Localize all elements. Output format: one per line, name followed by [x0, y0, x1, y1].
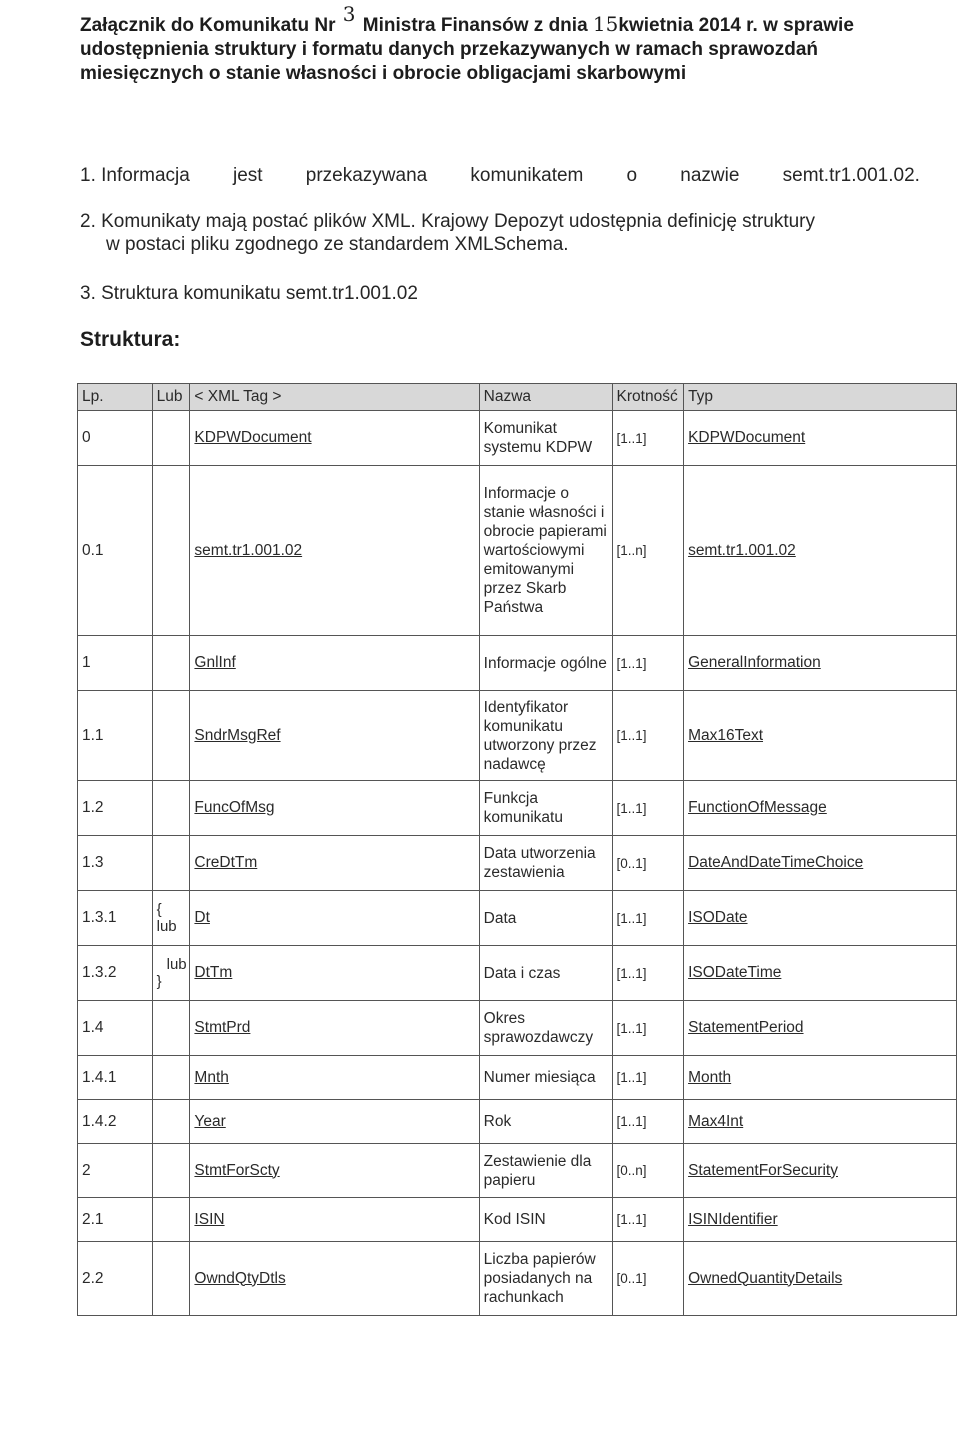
- table-row: [78, 1198, 957, 1242]
- item2-line-2: w postaci pliku zgodnego ze standardem XMLSchema.: [106, 234, 569, 255]
- xml-tag: semt.tr1.001.02: [194, 541, 303, 559]
- cell-lub: [152, 1056, 190, 1100]
- cell-typ: [684, 1242, 957, 1316]
- cell-krotnosc: [1..1]: [612, 781, 684, 836]
- cell-typ: [684, 411, 957, 466]
- cell-tag: [190, 1144, 479, 1198]
- table-row: [78, 946, 957, 1001]
- xml-tag: StmtPrd: [194, 1019, 251, 1036]
- cell-lub: [152, 891, 190, 946]
- cell-lp: 0: [78, 411, 153, 466]
- item1-word: przekazywana: [305, 165, 428, 186]
- cell-typ: [684, 636, 957, 691]
- cell-name: Data utworzenia zestawienia: [479, 836, 612, 891]
- header-lub: Lub: [152, 384, 190, 411]
- xml-tag: Dt: [194, 909, 210, 926]
- item1-word: o: [626, 165, 638, 186]
- cell-tag: [190, 691, 479, 781]
- cell-tag: [190, 1198, 479, 1242]
- type-name: DateAndDateTimeChoice: [688, 854, 864, 871]
- xml-tag: CreDtTm: [194, 854, 258, 871]
- xml-tag: StmtForScty: [194, 1161, 280, 1179]
- table-row: [78, 1144, 957, 1198]
- xml-tag: ISIN: [194, 1210, 225, 1228]
- cell-name: Rok: [479, 1100, 612, 1144]
- header-line-3: miesięcznych o stanie własności i obrocie obligacjami skarbowymi: [80, 63, 687, 84]
- cell-name: Funkcja komunikatu: [479, 781, 612, 836]
- xml-tag: Mnth: [194, 1068, 229, 1086]
- cell-lub: [152, 1001, 190, 1056]
- document-header: [80, 2, 940, 86]
- table-row: [78, 1056, 957, 1100]
- cell-lub: [152, 836, 190, 891]
- header-krotnosc: Krotność: [612, 384, 684, 411]
- cell-tag: [190, 411, 479, 466]
- cell-krotnosc: [1..1]: [612, 1001, 684, 1056]
- table-row: [78, 1100, 957, 1144]
- header-xml-tag: < XML Tag >: [190, 384, 479, 411]
- header-lp: Lp.: [78, 384, 153, 411]
- cell-krotnosc: [1..1]: [612, 946, 684, 1001]
- cell-tag: [190, 636, 479, 691]
- list-item-3: 3. Struktura komunikatu semt.tr1.001.02: [80, 283, 418, 304]
- item1-word: komunikatem: [470, 165, 584, 186]
- xml-tag: DtTm: [194, 964, 233, 981]
- cell-lub: [152, 466, 190, 636]
- header-text-part3: kwietnia 2014 r. w sprawie: [618, 15, 854, 36]
- cell-lp: 2.1: [78, 1198, 153, 1242]
- cell-name: Informacje o stanie własności i obrocie papierami wartościowymi emitowanymi przez Skarb Państwa: [479, 466, 612, 636]
- header-line-1: [80, 2, 940, 38]
- table-row: [78, 1001, 957, 1056]
- table-row: [78, 781, 957, 836]
- cell-krotnosc: [1..1]: [612, 891, 684, 946]
- cell-name: Kod ISIN: [479, 1198, 612, 1242]
- type-name: StatementForSecurity: [688, 1161, 838, 1179]
- type-name: Month: [688, 1068, 732, 1086]
- type-name: Max16Text: [688, 726, 764, 744]
- cell-lp: 1: [78, 636, 153, 691]
- lub-brace-bottom: lub: [156, 918, 177, 935]
- header-text-part1: Załącznik do Komunikatu Nr: [80, 15, 336, 36]
- cell-tag: [190, 1001, 479, 1056]
- cell-lub: [152, 636, 190, 691]
- table-row: [78, 836, 957, 891]
- handwritten-day: 15: [592, 12, 619, 36]
- cell-name: Komunikat systemu KDPW: [479, 411, 612, 466]
- cell-typ: [684, 946, 957, 1001]
- xml-tag: KDPWDocument: [194, 429, 312, 446]
- cell-krotnosc: [0..1]: [612, 836, 684, 891]
- item2-line-1: 2. Komunikaty mają postać plików XML. Krajowy Depozyt udostępnia definicję struktury: [80, 211, 816, 232]
- table-row: [78, 1242, 957, 1316]
- cell-krotnosc: [0..n]: [612, 1144, 684, 1198]
- lub-brace-bottom: }: [156, 973, 162, 990]
- cell-krotnosc: [1..1]: [612, 1198, 684, 1242]
- cell-lub: [152, 1144, 190, 1198]
- cell-krotnosc: [1..n]: [612, 466, 684, 636]
- cell-name: Data: [479, 891, 612, 946]
- cell-lp: 1.3.2: [78, 946, 153, 1001]
- lub-brace-top: lub: [166, 956, 187, 973]
- xml-tag: GnlInf: [194, 654, 236, 671]
- table-row: [78, 411, 957, 466]
- cell-tag: [190, 781, 479, 836]
- xml-tag: FuncOfMsg: [194, 799, 275, 816]
- cell-lub: [152, 411, 190, 466]
- item1-word: jest: [233, 165, 263, 186]
- type-name: FunctionOfMessage: [688, 799, 827, 816]
- cell-typ: [684, 1198, 957, 1242]
- cell-typ: [684, 836, 957, 891]
- cell-name: Okres sprawozdawczy: [479, 1001, 612, 1056]
- cell-typ: [684, 1056, 957, 1100]
- type-name: KDPWDocument: [688, 429, 806, 446]
- cell-typ: [684, 781, 957, 836]
- cell-name: Identyfikator komunikatu utworzony przez nadawcę: [479, 691, 612, 781]
- cell-name: Data i czas: [479, 946, 612, 1001]
- table-row: [78, 691, 957, 781]
- cell-tag: [190, 466, 479, 636]
- cell-lub: [152, 1100, 190, 1144]
- xml-tag: SndrMsgRef: [194, 726, 281, 744]
- cell-lub: [152, 1198, 190, 1242]
- cell-krotnosc: [1..1]: [612, 411, 684, 466]
- type-name: StatementPeriod: [688, 1019, 804, 1036]
- cell-lp: 2.2: [78, 1242, 153, 1316]
- cell-krotnosc: [0..1]: [612, 1242, 684, 1316]
- cell-tag: [190, 1242, 479, 1316]
- cell-typ: [684, 1144, 957, 1198]
- cell-tag: [190, 1056, 479, 1100]
- cell-lp: 2: [78, 1144, 153, 1198]
- table-row: [78, 891, 957, 946]
- header-text-part2: Ministra Finansów z dnia: [362, 15, 588, 36]
- table-row: [78, 466, 957, 636]
- type-name: semt.tr1.001.02: [688, 541, 796, 559]
- cell-krotnosc: [1..1]: [612, 691, 684, 781]
- type-name: GeneralInformation: [688, 654, 821, 671]
- cell-krotnosc: [1..1]: [612, 636, 684, 691]
- list-item-1: [80, 164, 920, 187]
- item1-word: semt.tr1.001.02.: [782, 165, 920, 186]
- cell-tag: [190, 1100, 479, 1144]
- header-typ: Typ: [684, 384, 957, 411]
- header-nazwa: Nazwa: [479, 384, 612, 411]
- cell-lp: 0.1: [78, 466, 153, 636]
- cell-lub: [152, 1242, 190, 1316]
- table-row: [78, 636, 957, 691]
- cell-lub: [152, 946, 190, 1001]
- item1-word: nazwie: [680, 165, 740, 186]
- cell-lp: 1.1: [78, 691, 153, 781]
- lub-brace-top: {: [156, 901, 162, 918]
- type-name: Max4Int: [688, 1112, 744, 1130]
- cell-name: Liczba papierów posiadanych na rachunkach: [479, 1242, 612, 1316]
- cell-name: Zestawienie dla papieru: [479, 1144, 612, 1198]
- cell-tag: [190, 836, 479, 891]
- cell-typ: [684, 1100, 957, 1144]
- type-name: ISINIdentifier: [688, 1210, 778, 1228]
- cell-lp: 1.3.1: [78, 891, 153, 946]
- cell-lp: 1.4.1: [78, 1056, 153, 1100]
- cell-lp: 1.3: [78, 836, 153, 891]
- cell-typ: [684, 466, 957, 636]
- cell-name: Numer miesiąca: [479, 1056, 612, 1100]
- cell-lub: [152, 691, 190, 781]
- cell-typ: [684, 891, 957, 946]
- list-item-2: [80, 210, 920, 256]
- xml-tag: OwndQtyDtls: [194, 1269, 286, 1287]
- handwritten-number: 3: [342, 2, 356, 26]
- xml-tag: Year: [194, 1112, 226, 1130]
- cell-krotnosc: [1..1]: [612, 1056, 684, 1100]
- cell-krotnosc: [1..1]: [612, 1100, 684, 1144]
- item1-word: 1. Informacja: [80, 165, 190, 186]
- cell-lp: 1.4.2: [78, 1100, 153, 1144]
- type-name: ISODate: [688, 909, 748, 926]
- cell-lub: [152, 781, 190, 836]
- type-name: OwnedQuantityDetails: [688, 1269, 843, 1287]
- cell-lp: 1.4: [78, 1001, 153, 1056]
- cell-name: Informacje ogólne: [479, 636, 612, 691]
- table-header-row: [78, 384, 957, 411]
- cell-typ: [684, 691, 957, 781]
- cell-tag: [190, 946, 479, 1001]
- structure-table: [77, 383, 957, 1316]
- cell-typ: [684, 1001, 957, 1056]
- cell-tag: [190, 891, 479, 946]
- structure-title: Struktura:: [80, 328, 181, 351]
- cell-lp: 1.2: [78, 781, 153, 836]
- type-name: ISODateTime: [688, 964, 782, 981]
- header-line-2: udostępnienia struktury i formatu danych przekazywanych w ramach sprawozdań: [80, 39, 819, 60]
